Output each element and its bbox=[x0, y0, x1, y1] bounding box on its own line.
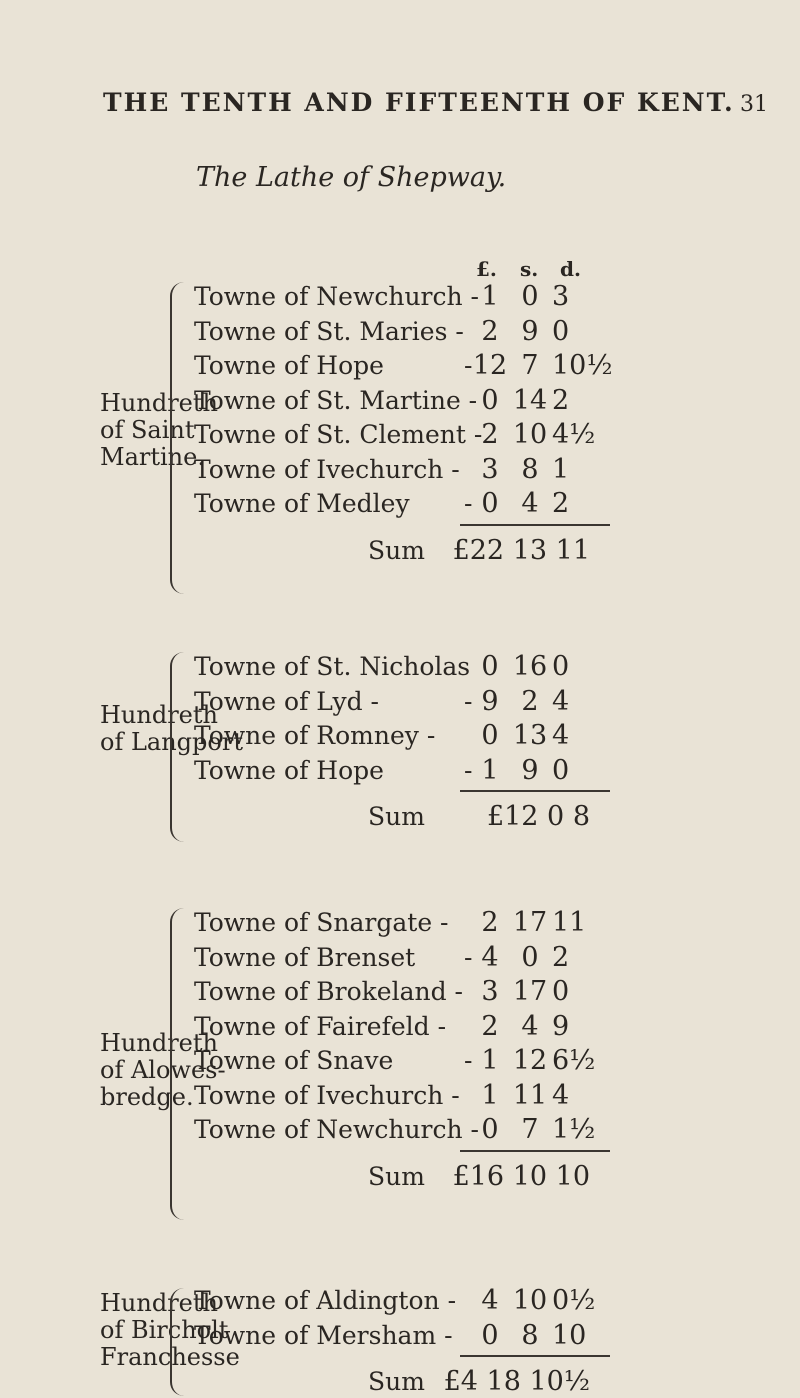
pence-value: 11 bbox=[552, 907, 587, 938]
pence-header: d. bbox=[560, 257, 581, 281]
town-name: Towne of Medley bbox=[194, 489, 410, 518]
sum-total: £22 13 11 bbox=[452, 534, 590, 566]
pence-value: 6½ bbox=[552, 1045, 596, 1076]
town-name: Towne of Aldington - bbox=[194, 1286, 457, 1315]
shillings-value: 10 bbox=[512, 1285, 548, 1316]
shillings-value: 11 bbox=[512, 1079, 548, 1111]
shillings-value: 0 bbox=[521, 941, 539, 973]
hundred-name: Hundreth of Alowes- bredge. bbox=[100, 1029, 226, 1111]
sum-rule bbox=[460, 1355, 610, 1357]
town-name: Towne of Ivechurch - bbox=[194, 1080, 460, 1110]
leader-dash: - bbox=[464, 351, 473, 380]
pounds-value: 0 bbox=[481, 651, 499, 682]
sum-label: Sum bbox=[368, 535, 425, 565]
sum-label: Sum bbox=[368, 1161, 425, 1191]
shillings-value: 4 bbox=[521, 1010, 539, 1042]
pence-value: 3 bbox=[552, 281, 570, 312]
sum-total: £16 10 10 bbox=[452, 1160, 590, 1192]
leader-dash: - bbox=[464, 1046, 473, 1075]
pounds-value: 1 bbox=[481, 754, 499, 786]
pence-value: 4 bbox=[552, 1079, 570, 1111]
shillings-value: 8 bbox=[521, 1319, 539, 1351]
town-name: Towne of Lyd - bbox=[194, 686, 379, 716]
pounds-value: 2 bbox=[481, 315, 499, 347]
town-name: Towne of Mersham - bbox=[194, 1320, 453, 1350]
sum-rule bbox=[460, 1150, 610, 1152]
pence-value: 1 bbox=[552, 453, 570, 485]
group-brace bbox=[170, 652, 186, 842]
leader-dash: - bbox=[464, 489, 473, 518]
sum-label: Sum bbox=[368, 1367, 425, 1396]
page-number: 31 bbox=[740, 92, 768, 117]
shillings-value: 13 bbox=[512, 720, 548, 751]
pence-value: 2 bbox=[552, 384, 570, 416]
sum-label: Sum bbox=[368, 802, 425, 831]
shillings-value: 7 bbox=[521, 1114, 539, 1145]
town-name: Towne of Hope bbox=[194, 351, 384, 380]
pence-value: 2 bbox=[552, 488, 570, 519]
pence-value: 4½ bbox=[552, 419, 596, 450]
shillings-value: 8 bbox=[521, 453, 539, 485]
pounds-value: 0 bbox=[481, 1319, 499, 1351]
pounds-value: 9 bbox=[481, 685, 499, 717]
town-name: Towne of St. Martine - bbox=[194, 385, 478, 415]
town-name: Towne of Fairefeld - bbox=[194, 1011, 447, 1041]
pounds-value: 3 bbox=[481, 453, 499, 485]
leader-dash: - bbox=[464, 686, 473, 716]
pence-value: 2 bbox=[552, 941, 570, 973]
hundred-name: Hundreth of Langport bbox=[100, 701, 243, 756]
shillings-value: 10 bbox=[512, 419, 548, 450]
shillings-value: 2 bbox=[521, 685, 539, 717]
pounds-value: 0 bbox=[481, 488, 499, 519]
hundred-name: Hundreth of Bircholt Franchesse bbox=[100, 1289, 240, 1371]
group-brace bbox=[170, 282, 186, 594]
town-name: Towne of Snargate - bbox=[194, 908, 449, 937]
shillings-value: 17 bbox=[512, 907, 548, 938]
pence-value: 10 bbox=[552, 1319, 587, 1351]
pounds-value: 12 bbox=[472, 350, 508, 381]
pence-value: 0 bbox=[552, 651, 570, 682]
sum-rule bbox=[460, 524, 610, 526]
shillings-value: 12 bbox=[512, 1045, 548, 1076]
town-name: Towne of St. Maries - bbox=[194, 316, 464, 346]
shillings-value: 16 bbox=[512, 651, 548, 682]
leader-dash: - bbox=[464, 755, 473, 785]
pounds-value: 0 bbox=[481, 720, 499, 751]
shillings-value: 17 bbox=[512, 976, 548, 1007]
town-name: Towne of St. Nicholas bbox=[194, 652, 471, 681]
pence-value: 0 bbox=[552, 976, 570, 1007]
sum-total: £4 18 10½ bbox=[443, 1366, 590, 1397]
town-name: Towne of Romney - bbox=[194, 721, 436, 750]
shillings-value: 0 bbox=[521, 281, 539, 312]
pence-value: 4 bbox=[552, 685, 570, 717]
pounds-value: 2 bbox=[481, 419, 499, 450]
pounds-value: 0 bbox=[481, 384, 499, 416]
shillings-value: 7 bbox=[521, 350, 539, 381]
sum-total: £12 0 8 bbox=[486, 801, 590, 832]
town-name: Towne of Newchurch - bbox=[194, 282, 479, 311]
running-head: THE TENTH AND FIFTEENTH OF KENT. bbox=[103, 88, 735, 117]
pence-value: 0 bbox=[552, 754, 570, 786]
pounds-value: 2 bbox=[481, 1010, 499, 1042]
pence-value: 0½ bbox=[552, 1285, 596, 1316]
town-name: Towne of Brenset bbox=[194, 942, 416, 972]
hundred-name: Hundreth of Saint Martine. bbox=[100, 389, 218, 471]
town-name: Towne of Brokeland - bbox=[194, 977, 463, 1006]
shillings-value: 4 bbox=[521, 488, 539, 519]
town-name: Towne of Ivechurch - bbox=[194, 454, 460, 484]
pounds-value: 1 bbox=[481, 1045, 499, 1076]
pounds-value: 4 bbox=[481, 941, 499, 973]
pounds-value: 3 bbox=[481, 976, 499, 1007]
shillings-value: 9 bbox=[521, 754, 539, 786]
pence-value: 9 bbox=[552, 1010, 570, 1042]
town-name: Towne of Hope bbox=[194, 755, 384, 785]
section-title: The Lathe of Shepway. bbox=[196, 162, 507, 193]
town-name: Towne of St. Clement - bbox=[194, 420, 483, 449]
group-brace bbox=[170, 908, 186, 1220]
pounds-value: 0 bbox=[481, 1114, 499, 1145]
sum-rule bbox=[460, 790, 610, 792]
pounds-value: 1 bbox=[481, 281, 499, 312]
shillings-value: 9 bbox=[521, 315, 539, 347]
shillings-value: 14 bbox=[512, 384, 548, 416]
town-name: Towne of Newchurch - bbox=[194, 1115, 479, 1144]
town-name: Towne of Snave bbox=[194, 1046, 394, 1075]
pence-value: 4 bbox=[552, 720, 570, 751]
group-brace bbox=[170, 1288, 186, 1396]
pounds-header: £. bbox=[476, 257, 497, 281]
pounds-value: 1 bbox=[481, 1079, 499, 1111]
shillings-header: s. bbox=[520, 257, 539, 281]
pence-value: 10½ bbox=[552, 350, 613, 381]
pence-value: 0 bbox=[552, 315, 570, 347]
pounds-value: 2 bbox=[481, 907, 499, 938]
pounds-value: 4 bbox=[481, 1285, 499, 1316]
leader-dash: - bbox=[464, 942, 473, 972]
pence-value: 1½ bbox=[552, 1114, 596, 1145]
